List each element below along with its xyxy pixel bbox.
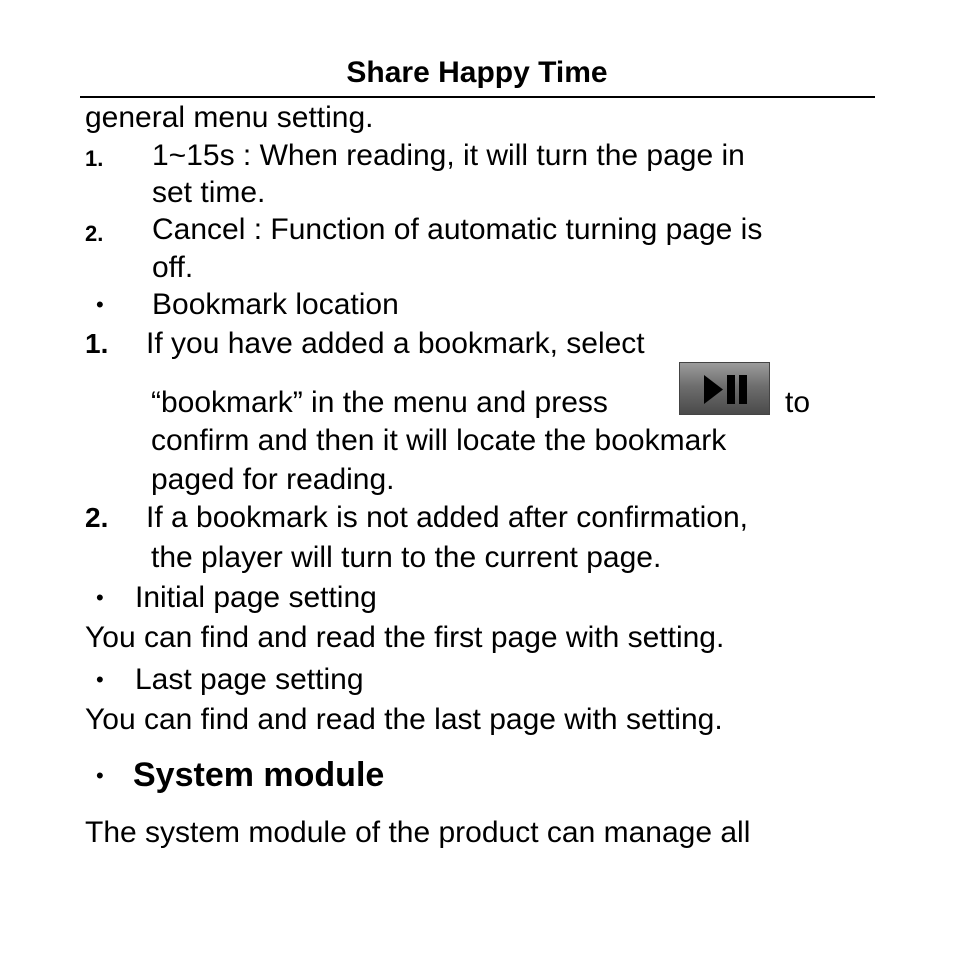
text-line: the player will turn to the current page. xyxy=(151,541,662,574)
text-line: You can find and read the last page with setting. xyxy=(85,703,723,736)
text-line: paged for reading. xyxy=(151,463,395,496)
text-line: to xyxy=(785,386,811,419)
text-line: If a bookmark is not added after confirmation, xyxy=(146,501,748,534)
play-pause-button xyxy=(679,362,770,415)
text-line: “bookmark” in the menu and press xyxy=(151,386,608,419)
list-number: 2. xyxy=(85,502,109,533)
text-line: Last page setting xyxy=(135,663,364,696)
header-divider xyxy=(80,96,875,98)
play-pause-icon xyxy=(680,363,771,416)
text-line: Initial page setting xyxy=(135,581,377,614)
list-number: 1. xyxy=(85,146,104,171)
text-line: general menu setting. xyxy=(85,101,374,134)
section-heading: System module xyxy=(133,756,385,794)
text-line: off. xyxy=(152,251,194,284)
text-line: You can find and read the first page with setting. xyxy=(85,621,725,654)
text-line: The system module of the product can manage all xyxy=(85,816,751,849)
bullet: • xyxy=(96,667,104,692)
bullet: • xyxy=(96,585,104,610)
list-number: 1. xyxy=(85,328,109,359)
text-line: Cancel : Function of automatic turning page is xyxy=(152,213,763,246)
bullet: • xyxy=(96,292,104,317)
text-line: If you have added a bookmark, select xyxy=(146,327,645,360)
text-line: set time. xyxy=(152,176,266,209)
text-line: 1~15s : When reading, it will turn the page in xyxy=(152,139,745,172)
list-number: 2. xyxy=(85,221,104,246)
page-header-title: Share Happy Time xyxy=(346,56,608,89)
text-line: confirm and then it will locate the bookmark xyxy=(151,424,727,457)
text-line: Bookmark location xyxy=(152,288,399,321)
bullet: • xyxy=(96,763,104,788)
